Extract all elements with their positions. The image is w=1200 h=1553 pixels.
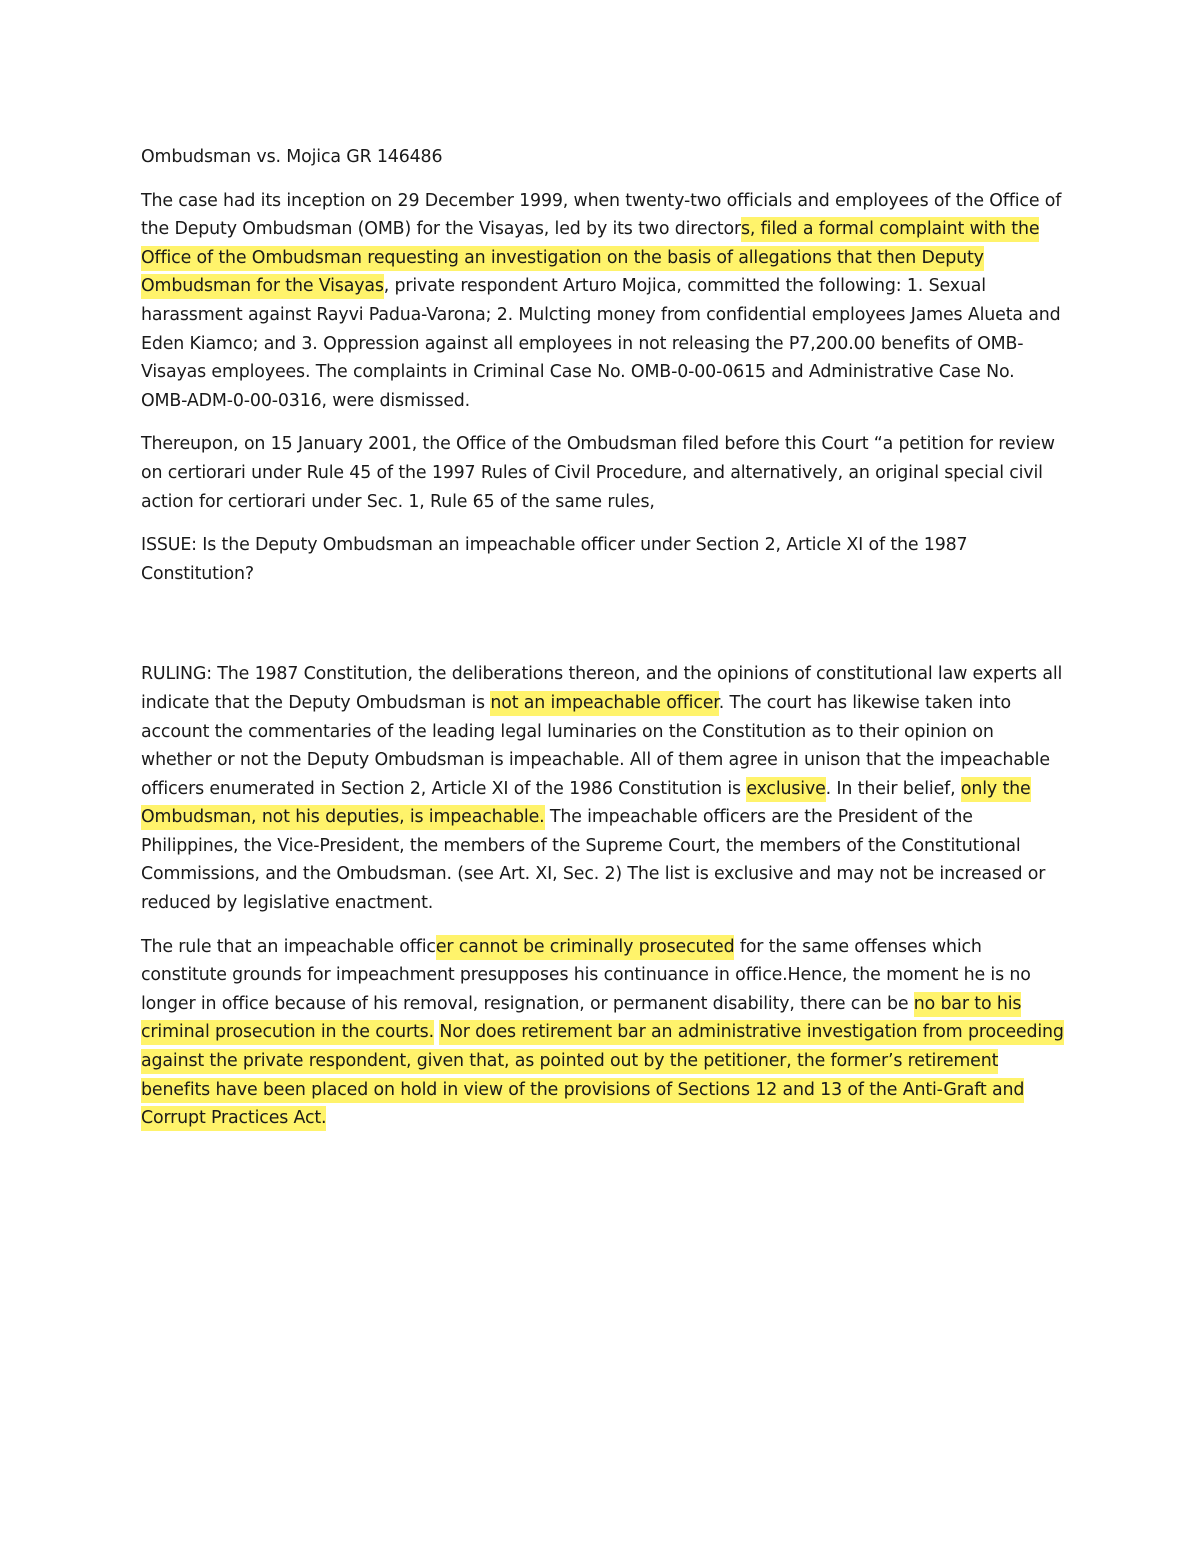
- ruling-paragraph-2: [141, 933, 1066, 1133]
- highlighted-text: er cannot be criminally prosecuted: [436, 935, 735, 960]
- document-body: [141, 143, 1066, 1148]
- text-run: . In their belief,: [825, 778, 961, 799]
- text-run: . The court has likewise taken into account the commentaries of the leading legal luminaries on the Constitution as to their opinion on whether or not the Deputy Ombudsman is impeachable. All of them agree in unison that the impeachable officers enumerated in Section 2, Article XI of the 1986 Constitution is: [141, 692, 1050, 799]
- highlighted-text: not an impeachable officer: [490, 691, 718, 716]
- text-run: The case had its inception on 29 December 1999, when twenty-two officials and employees of the Office of the Deputy Ombudsman (OMB) for the Visayas, led by its two director: [141, 190, 1062, 240]
- text-run: The rule that an impeachable offic: [141, 936, 436, 957]
- highlighted-text: Nor does retirement bar an administrative investigation from proceeding against the private respondent, given that, as pointed out by the petitioner, the former’s retirement benefits have been placed on hold in view of the provisions of Sections 12 and 13 of the Anti-Graft and Corrupt Practices Act.: [141, 1020, 1064, 1131]
- highlighted-text: only the Ombudsman, not his deputies, is impeachable.: [141, 777, 1031, 831]
- facts-paragraph-2: Thereupon, on 15 January 2001, the Office of the Ombudsman filed before this Court “a petition for review on certiorari under Rule 45 of the 1997 Rules of Civil Procedure, and alternatively, an original special civil action for certiorari under Sec. 1, Rule 65 of the same rules,: [141, 434, 1055, 512]
- issue-paragraph: ISSUE: Is the Deputy Ombudsman an impeachable officer under Section 2, Article XI of the 1987 Constitution?: [141, 535, 968, 584]
- highlighted-text: s, filed a formal complaint with the Office of the Ombudsman requesting an investigation on the basis of allegations that then Deputy Ombudsman for the Visayas: [141, 217, 1039, 299]
- text-run: , private respondent Arturo Mojica, committed the following: 1. Sexual harassment against Rayvi Padua-Varona; 2. Mulcting money from confidential employees James Alueta and Eden Kiamco; and 3. Oppression against all employees in not releasing the P7,200.00 benefits of OMB-Visayas employees. The complaints in Criminal Case No. OMB-0-00-0615 and Administrative Case No. OMB-ADM-0-00-0316, were dismissed.: [141, 276, 1061, 411]
- text-run: for the same offenses which constitute grounds for impeachment presupposes his continuance in office.Hence, the moment he is no longer in office because of his removal, resignation, or permanent disability, there can be: [141, 936, 1031, 1014]
- text-run: The impeachable officers are the President of the Philippines, the Vice-President, the members of the Supreme Court, the members of the Constitutional Commissions, and the Ombudsman. (see Art. XI, Sec. 2) The list is exclusive and may not be increased or reduced by legislative enactment.: [141, 807, 1046, 914]
- highlighted-text: no bar to his criminal prosecution in the courts.: [141, 992, 1021, 1046]
- ruling-paragraph-1: [141, 660, 1066, 917]
- case-title: Ombudsman vs. Mojica GR 146486: [141, 147, 443, 167]
- highlighted-text: exclusive: [746, 777, 825, 802]
- blank-line: [141, 603, 1066, 660]
- facts-paragraph-1: [141, 187, 1066, 416]
- text-run: RULING: The 1987 Constitution, the deliberations thereon, and the opinions of constitutional law experts all indicate that the Deputy Ombudsman is: [141, 664, 1063, 713]
